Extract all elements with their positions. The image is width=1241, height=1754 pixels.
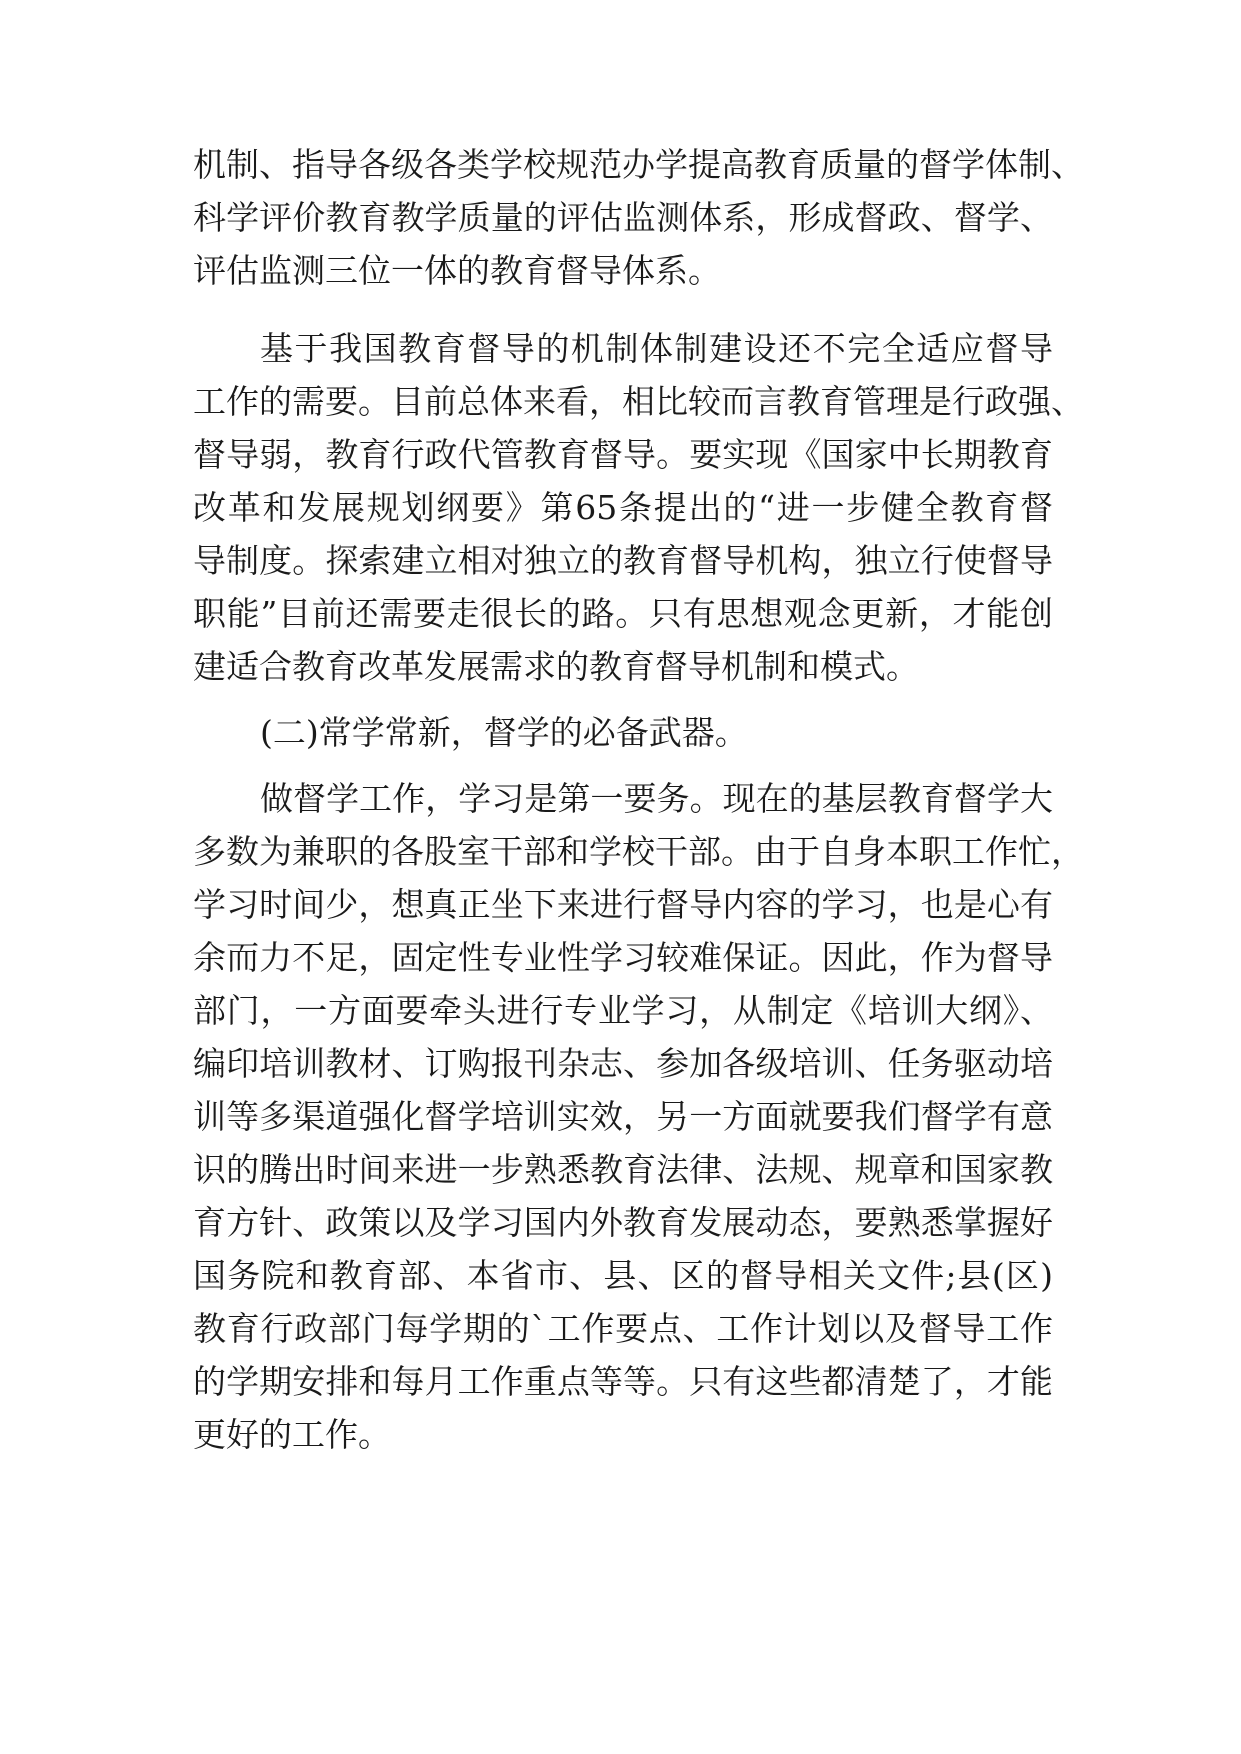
text-line: 机制、指导各级各类学校规范办学提高教育质量的督学体制、 [193,145,1084,184]
text-line: 督导弱，教育行政代管教育督导。要实现《国家中长期教育 [193,435,1053,474]
text-line: 育方针、政策以及学习国内外教育发展动态，要熟悉掌握好 [193,1203,1053,1242]
text-line: 识的腾出时间来进一步熟悉教育法律、法规、规章和国家教 [193,1150,1053,1189]
text-line: 建适合教育改革发展需求的教育督导机制和模式。 [193,647,919,686]
section-heading: (二)常学常新，督学的必备武器。 [260,713,748,752]
text-line: 教育行政部门每学期的`工作要点、工作计划以及督导工作 [193,1309,1053,1348]
text-line: 部门，一方面要牵头进行专业学习，从制定《培训大纲》、 [193,991,1053,1030]
text-line: 的学期安排和每月工作重点等等。只有这些都清楚了，才能 [193,1362,1053,1401]
text-line: 科学评价教育教学质量的评估监测体系，形成督政、督学、 [193,198,1053,237]
text-line: 工作的需要。目前总体来看，相比较而言教育管理是行政强、 [193,382,1084,421]
text-line: 编印培训教材、订购报刊杂志、参加各级培训、任务驱动培 [193,1044,1053,1083]
text-line: 职能”目前还需要走很长的路。只有思想观念更新，才能创 [193,594,1053,633]
text-line: 训等多渠道强化督学培训实效，另一方面就要我们督学有意 [193,1097,1053,1136]
text-line: 多数为兼职的各股室干部和学校干部。由于自身本职工作忙， [193,832,1084,871]
text-line: 国务院和教育部、本省市、县、区的督导相关文件;县(区) [193,1256,1053,1295]
text-line: 学习时间少，想真正坐下来进行督导内容的学习，也是心有 [193,885,1053,924]
text-line: 评估监测三位一体的教育督导体系。 [193,251,721,290]
text-line: 余而力不足，固定性专业性学习较难保证。因此，作为督导 [193,938,1053,977]
text-line: 做督学工作，学习是第一要务。现在的基层教育督学大 [260,779,1053,818]
text-line: 基于我国教育督导的机制体制建设还不完全适应督导 [260,329,1053,368]
text-line: 导制度。探索建立相对独立的教育督导机构，独立行使督导 [193,541,1053,580]
text-line: 更好的工作。 [193,1415,391,1454]
text-line: 改革和发展规划纲要》第65条提出的“进一步健全教育督 [193,488,1053,527]
